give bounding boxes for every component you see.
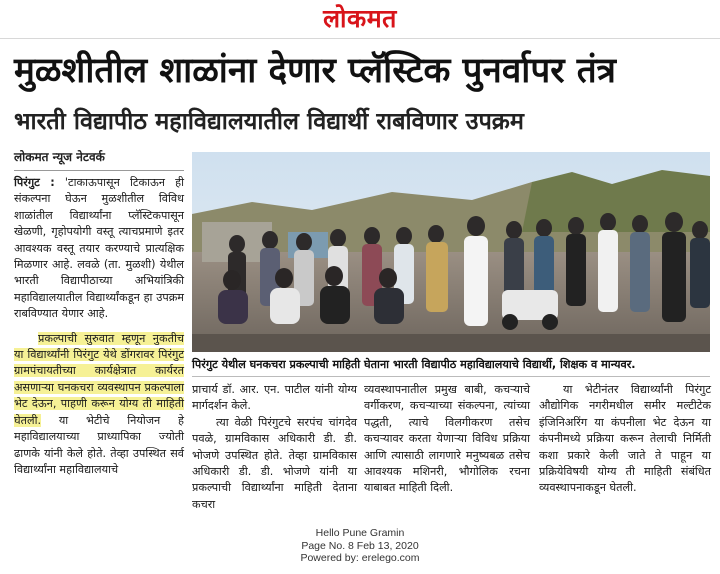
- article-headline: मुळशीतील शाळांना देणार प्लॅस्टिक पुनर्वापर तंत्र: [14, 51, 616, 91]
- column-1-text-2: या भेटीचे नियोजन हे महाविद्यालयाच्या प्राध्यापिका ज्योती ढाणके यांनी केले होते. तेव्हा उपस्थित सर्व विद्यार्थ्यांना महाविद्यालयाचे: [14, 413, 184, 476]
- dateline: पिरंगुट :: [14, 176, 55, 189]
- masthead-logo: लोकमत: [323, 4, 397, 33]
- article-subheadline: भारती विद्यापीठ महाविद्यालयातील विद्यार्थी राबविणार उपक्रम: [14, 107, 524, 135]
- article-column-4: [539, 382, 711, 497]
- masthead-divider: [0, 38, 720, 39]
- column-1-paragraph-1: [14, 175, 184, 323]
- byline-divider: [14, 170, 184, 171]
- footer-powered-by: Powered by: erelego.com: [300, 552, 420, 564]
- highlighted-text: प्रकल्पाची सुरुवात म्हणून नुकतीच या विद्यार्थ्यांनी पिरंगुट येथे डोंगरावर पिरंगुट ग्रामपंचायतीच्या कार्यक्षेत्रात कार्यरत असणाऱ्या घनकचरा व्यवस्थापन प्रकल्पाला भेट देऊन, पाहणी करून योग्य ती माहिती घेतली.: [14, 331, 184, 427]
- column-1-text-1: 'टाकाऊपासून टिकाऊन ही संकल्पना घेऊन मुळशीतील विविध शाळांतील विद्यार्थ्यांना प्लॅस्टिकपासून खेळणी, गृहोपयोगी वस्तू त्याचप्रमाणे इतर आवश्यक वस्तू तयार करण्याचे प्रात्यक्षिक मिळणार आहे. लवळे (ता. मुळशी) येथील भारती विद्यापीठाच्या अभियांत्रिकी महाविद्यालयातील विद्यार्थ्यांकडून हा उपक्रम राबविण्यात येणार आहे.: [14, 176, 185, 321]
- column-4-paragraph-1: या भेटीनंतर विद्यार्थ्यांनी पिरंगुट औद्योगिक नगरीमधील समीर मल्टीटेक इंजिनिअरिंग या कंपनीला भेट देऊन या कंपनीमध्ये प्रक्रिया करून तेलाची निर्मिती कशा प्रकारे केली जाते ते पाहून या प्रक्रियेविषयी योग्य ती माहिती संबंधित व्यवस्थापनाकडून घेतली.: [539, 383, 711, 495]
- page-footer: [0, 527, 720, 565]
- byline: लोकमत न्यूज नेटवर्क: [14, 150, 105, 164]
- article-column-1: [14, 175, 184, 478]
- footer-edition: Hello Pune Gramin: [315, 527, 405, 539]
- photo-caption: पिरंगुट येथील घनकचरा प्रकल्पाची माहिती घेताना भारती विद्यापीठ महाविद्यालयाचे विद्यार्थी, शिक्षक व मान्यवर.: [192, 358, 636, 371]
- column-3-paragraph-1: व्यवस्थापनातील प्रमुख बाबी, कचऱ्याचे वर्गीकरण, कचऱ्याच्या संकल्पना, त्यांच्या पद्धती, त्याचे विलगीकरण तसेच कचऱ्यावर करता येणाऱ्या विविध प्रक्रिया आणि त्यासाठी लागणारे मनुष्यबळ तसेच आवश्यक मशिनरी, भौगोलिक रचना याबाबत माहिती दिली.: [364, 383, 530, 495]
- column-1-paragraph-2: [14, 331, 184, 479]
- footer-page-date: Page No. 8 Feb 13, 2020: [301, 539, 419, 552]
- column-2-paragraph-2: त्या वेळी पिरंगुटचे सरपंच चांगदेव पवळे, ग्रामविकास अधिकारी डी. डी. भोजणे उपस्थित होते. तेव्हा ग्रामविकास अधिकारी डी. डी. भोजणे यांनी या प्रकल्पाची विद्यार्थ्यांना माहिती देताना कचरा: [192, 415, 357, 511]
- article-column-3: [364, 382, 530, 497]
- column-2-paragraph-1: प्राचार्य डॉ. आर. एन. पाटील यांनी योग्य मार्गदर्शन केले.: [192, 383, 357, 413]
- caption-divider: [192, 376, 710, 377]
- article-column-2: [192, 382, 357, 513]
- article-photo: [192, 152, 710, 352]
